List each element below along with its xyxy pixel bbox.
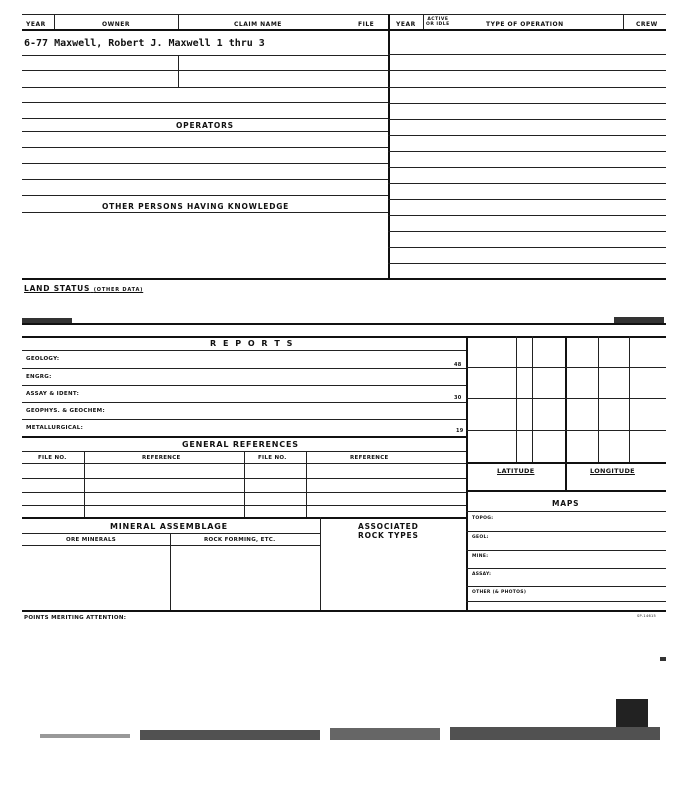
col-claim-name: CLAIM NAME <box>234 21 282 28</box>
associated-rock-types-heading: ASSOCIATED ROCK TYPES <box>358 522 419 540</box>
col-type-of-operation: TYPE OF OPERATION <box>486 21 564 28</box>
right-row-rule <box>388 167 666 168</box>
reports-rule <box>22 385 466 386</box>
grid-line <box>466 430 666 431</box>
references-bottom-rule <box>22 517 466 519</box>
grid-line <box>629 336 630 462</box>
report-label: ENGRG: <box>26 374 52 380</box>
col-year-2: YEAR <box>396 21 416 28</box>
col-owner: OWNER <box>102 21 130 28</box>
header-bottom-rule <box>22 29 666 31</box>
maps-rule <box>466 601 666 602</box>
right-row-rule <box>388 103 666 104</box>
form-number: SP-14615 <box>637 614 657 618</box>
owner-divider <box>178 55 179 87</box>
header-divider <box>623 14 624 29</box>
map-label: TOPOG: <box>472 516 494 521</box>
report-label: METALLURGICAL: <box>26 425 84 431</box>
scan-artifact <box>616 699 648 727</box>
top-rule <box>22 14 666 15</box>
ref-col-header: REFERENCE <box>350 455 389 461</box>
maps-rule <box>466 531 666 532</box>
col-file: FILE <box>358 21 375 28</box>
mineral-divider <box>170 533 171 610</box>
col-crew: CREW <box>636 21 658 28</box>
maps-rule <box>466 511 666 512</box>
right-row-rule <box>388 263 666 264</box>
report-label: GEOLOGY: <box>26 356 60 362</box>
mineral-assemblage-heading: MINERAL ASSEMBLAGE <box>110 522 228 531</box>
mineral-col-header: ROCK FORMING, ETC. <box>204 537 276 543</box>
coords-bottom-rule <box>466 490 666 492</box>
operators-top-rule <box>22 118 388 119</box>
right-row-rule <box>388 54 666 55</box>
row-rule <box>22 102 388 103</box>
header-divider <box>54 14 55 29</box>
grid-line <box>516 336 517 462</box>
map-label: GEOL: <box>472 535 489 540</box>
right-row-rule <box>388 199 666 200</box>
ref-col-header: FILE NO. <box>258 455 287 461</box>
longitude-label: LONGITUDE <box>590 467 635 475</box>
references-divider <box>84 451 85 517</box>
right-row-rule <box>388 231 666 232</box>
right-row-rule <box>388 87 666 88</box>
grid-line <box>466 398 666 399</box>
right-row-rule <box>388 215 666 216</box>
row-rule <box>22 179 388 180</box>
report-number: 30 <box>454 395 462 401</box>
scan-artifact <box>450 727 660 740</box>
grid-line <box>532 336 533 462</box>
reports-bottom-rule <box>22 436 466 438</box>
right-row-rule <box>388 183 666 184</box>
right-row-rule <box>388 135 666 136</box>
references-divider <box>306 451 307 517</box>
scan-artifact <box>140 730 320 740</box>
right-row-rule <box>388 119 666 120</box>
rock-types-divider <box>320 517 321 610</box>
reports-top-rule <box>22 336 666 338</box>
reports-rule <box>22 402 466 403</box>
operators-heading: OPERATORS <box>176 121 234 130</box>
report-number: 48 <box>454 362 462 368</box>
grid-line <box>466 462 666 464</box>
row-rule <box>22 163 388 164</box>
header-divider <box>178 14 179 29</box>
col-active-idle: ACTIVE OR IDLE <box>426 17 450 27</box>
map-label: ASSAY: <box>472 572 492 577</box>
row-rule <box>22 195 388 196</box>
mineral-col-header: ORE MINERALS <box>66 537 117 543</box>
row-rule <box>22 131 388 132</box>
right-row-rule <box>388 247 666 248</box>
mineral-rule <box>22 533 320 534</box>
reports-rule <box>22 419 466 420</box>
map-label: OTHER (& PHOTOS) <box>472 590 527 595</box>
row-rule <box>22 147 388 148</box>
general-references-heading: GENERAL REFERENCES <box>182 440 299 449</box>
land-status-heading <box>24 284 143 293</box>
latitude-label: LATITUDE <box>497 467 535 475</box>
references-divider <box>244 451 245 517</box>
mineral-rule <box>22 545 320 546</box>
maps-rule <box>466 550 666 551</box>
row-rule <box>22 212 388 213</box>
right-row-rule <box>388 70 666 71</box>
grid-line <box>565 336 567 490</box>
reports-block-bottom-rule <box>22 610 666 612</box>
row-rule <box>22 87 388 88</box>
grid-line <box>466 367 666 368</box>
reports-rule <box>22 350 466 351</box>
entry-row: 6-77 Maxwell, Robert J. Maxwell 1 thru 3 <box>24 38 265 49</box>
scan-artifact <box>660 657 666 661</box>
upper-block-bottom-rule <box>22 278 666 280</box>
row-rule <box>22 70 388 71</box>
report-label: ASSAY & IDENT: <box>26 391 80 397</box>
report-label: GEOPHYS. & GEOCHEM: <box>26 408 105 414</box>
scan-artifact <box>40 734 130 738</box>
right-row-rule <box>388 151 666 152</box>
ref-col-header: REFERENCE <box>142 455 181 461</box>
reports-rule <box>22 368 466 369</box>
land-status-note: (OTHER DATA) <box>93 287 144 293</box>
col-year: YEAR <box>26 21 46 28</box>
ref-col-header: FILE NO. <box>38 455 67 461</box>
maps-heading: MAPS <box>552 499 580 508</box>
reports-heading: R E P O R T S <box>210 339 295 348</box>
map-label: MINE: <box>472 554 489 559</box>
land-status-bottom-rule <box>22 323 666 325</box>
other-persons-heading: OTHER PERSONS HAVING KNOWLEDGE <box>102 202 290 211</box>
header-divider <box>423 14 424 29</box>
scan-artifact <box>330 728 440 740</box>
points-meriting-attention: POINTS MERITING ATTENTION: <box>24 615 127 621</box>
row-rule <box>22 55 388 56</box>
maps-rule <box>466 568 666 569</box>
land-status-label: LAND STATUS <box>24 284 91 293</box>
grid-line <box>598 336 599 462</box>
maps-rule <box>466 586 666 587</box>
report-number: 19 <box>456 428 464 434</box>
